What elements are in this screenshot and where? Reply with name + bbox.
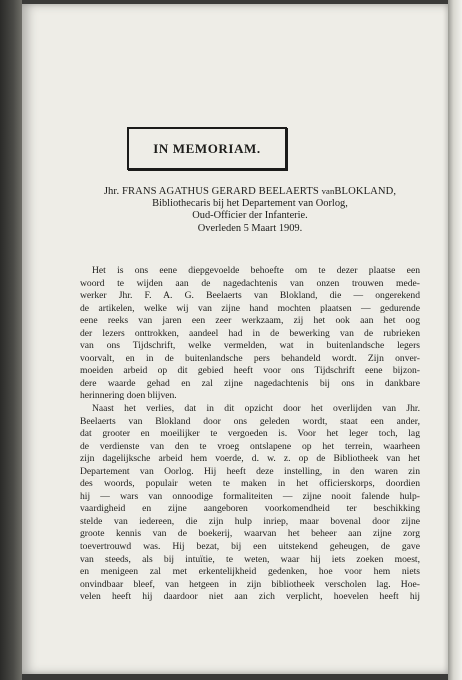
body-line: van ons Tijdschrift, welke vermelden, wat in buitenlandsche legers [80, 340, 420, 352]
body-line: Naast het verlies, dat in dit opzicht door het overlijden van Jhr. [92, 403, 420, 415]
body-line: van steeds, als bij intuïtie, te weten, waar hij iets zoeken moest, [80, 553, 420, 565]
body-line: vaardigheid en zijne aangeboren voorkomendheid ter beschikking [80, 503, 420, 515]
body-line: moeiden arbeid op dit gebied heeft voor ons Tijdschrift eene bijzon- [80, 365, 420, 377]
body-line: eene reeks van jaren een zeer werkzaam, zij het ook aan het oog [80, 315, 420, 327]
body-line: der lezers onttrokken, aandeel had in de bewerking van de rubrieken [80, 327, 420, 339]
name-main: FRANS AGATHUS GERARD BEELAERTS [121, 186, 319, 197]
body-line: herinnering doen blijven. [80, 390, 177, 402]
name-particle: van [321, 186, 335, 196]
book-page [22, 4, 448, 674]
obituary-heading [80, 185, 420, 235]
body-line: Het is ons eene diepgevoelde behoefte om te dezer plaatse een [92, 265, 420, 276]
body-line: Departement van Oorlog. Hij heeft deze instelling, in den waren zin [80, 465, 420, 477]
body-line: stelde van iedereen, die zijn hulp inriep, maar bovenal door zijne [80, 515, 420, 527]
body-line: voorvalt, en in de buitenlandsche pers behandeld wordt. Zijn onver- [80, 352, 420, 364]
body-line: en menigeen zal met erkentelijkheid gedenken, hoe voor hem niets [80, 566, 420, 578]
heading-date: Overleden 5 Maart 1909. [197, 222, 303, 234]
heading-role: Bibliothecaris bij het Departement van Oorlog, [152, 198, 348, 210]
body-line: velen heeft hij daardoor niet aan zich verplicht, hoevelen heeft hij [80, 591, 420, 603]
body-line: Beelaerts van Blokland door ons geleden wordt, staat een ander, [80, 415, 420, 427]
name-suffix: BLOKLAND, [334, 186, 397, 197]
obituary-body [80, 265, 420, 604]
body-line: des woords, populair weten te maken in het officierskorps, doordien [80, 478, 420, 490]
body-line: groote kennis van de boekerij, waarvan het beheer aan zijne zorg [80, 528, 420, 540]
heading-rank: Oud-Officier der Infanterie. [192, 210, 308, 222]
scan-edge-right [448, 0, 462, 680]
name-prefix: Jhr. [103, 186, 120, 197]
deceased-name [80, 185, 420, 198]
body-line: hij — wars van onnoodige formaliteiten — zijne nooit falende hulp- [80, 490, 420, 502]
title-box [127, 127, 287, 170]
body-line: onvindbaar bleef, van hetgeen in zijn bibliotheek verscholen lag. Hoe- [80, 578, 420, 590]
body-line: dere waarde gehad en zal zijne nagedachtenis bij ons in dankbare [80, 377, 420, 389]
body-line: de verdienste van den te vroeg ontslapene op het terrein, waarheen [80, 440, 420, 452]
body-line: dat grooter en moeilijker te vergoeden is. Voor het leger toch, lag [80, 428, 420, 440]
body-line: woord te wijden aan de nagedachtenis van onzen trouwen mede- [80, 277, 420, 289]
body-line: zijn dagelijksche arbeid hem voerde, d. w. z. op de Bibliotheek van het [80, 453, 420, 465]
body-line: werker Jhr. F. A. G. Beelaerts van Blokland, die — ongerekend [80, 290, 420, 302]
box-title: IN MEMORIAM. [153, 140, 261, 156]
scan-edge-left [0, 0, 22, 680]
body-line: de artikelen, welke wij van zijne hand mochten plaatsen — gedurende [80, 302, 420, 314]
body-line: toevertrouwd was. Hij bezat, bij een uitstekend geheugen, de gave [80, 541, 420, 553]
